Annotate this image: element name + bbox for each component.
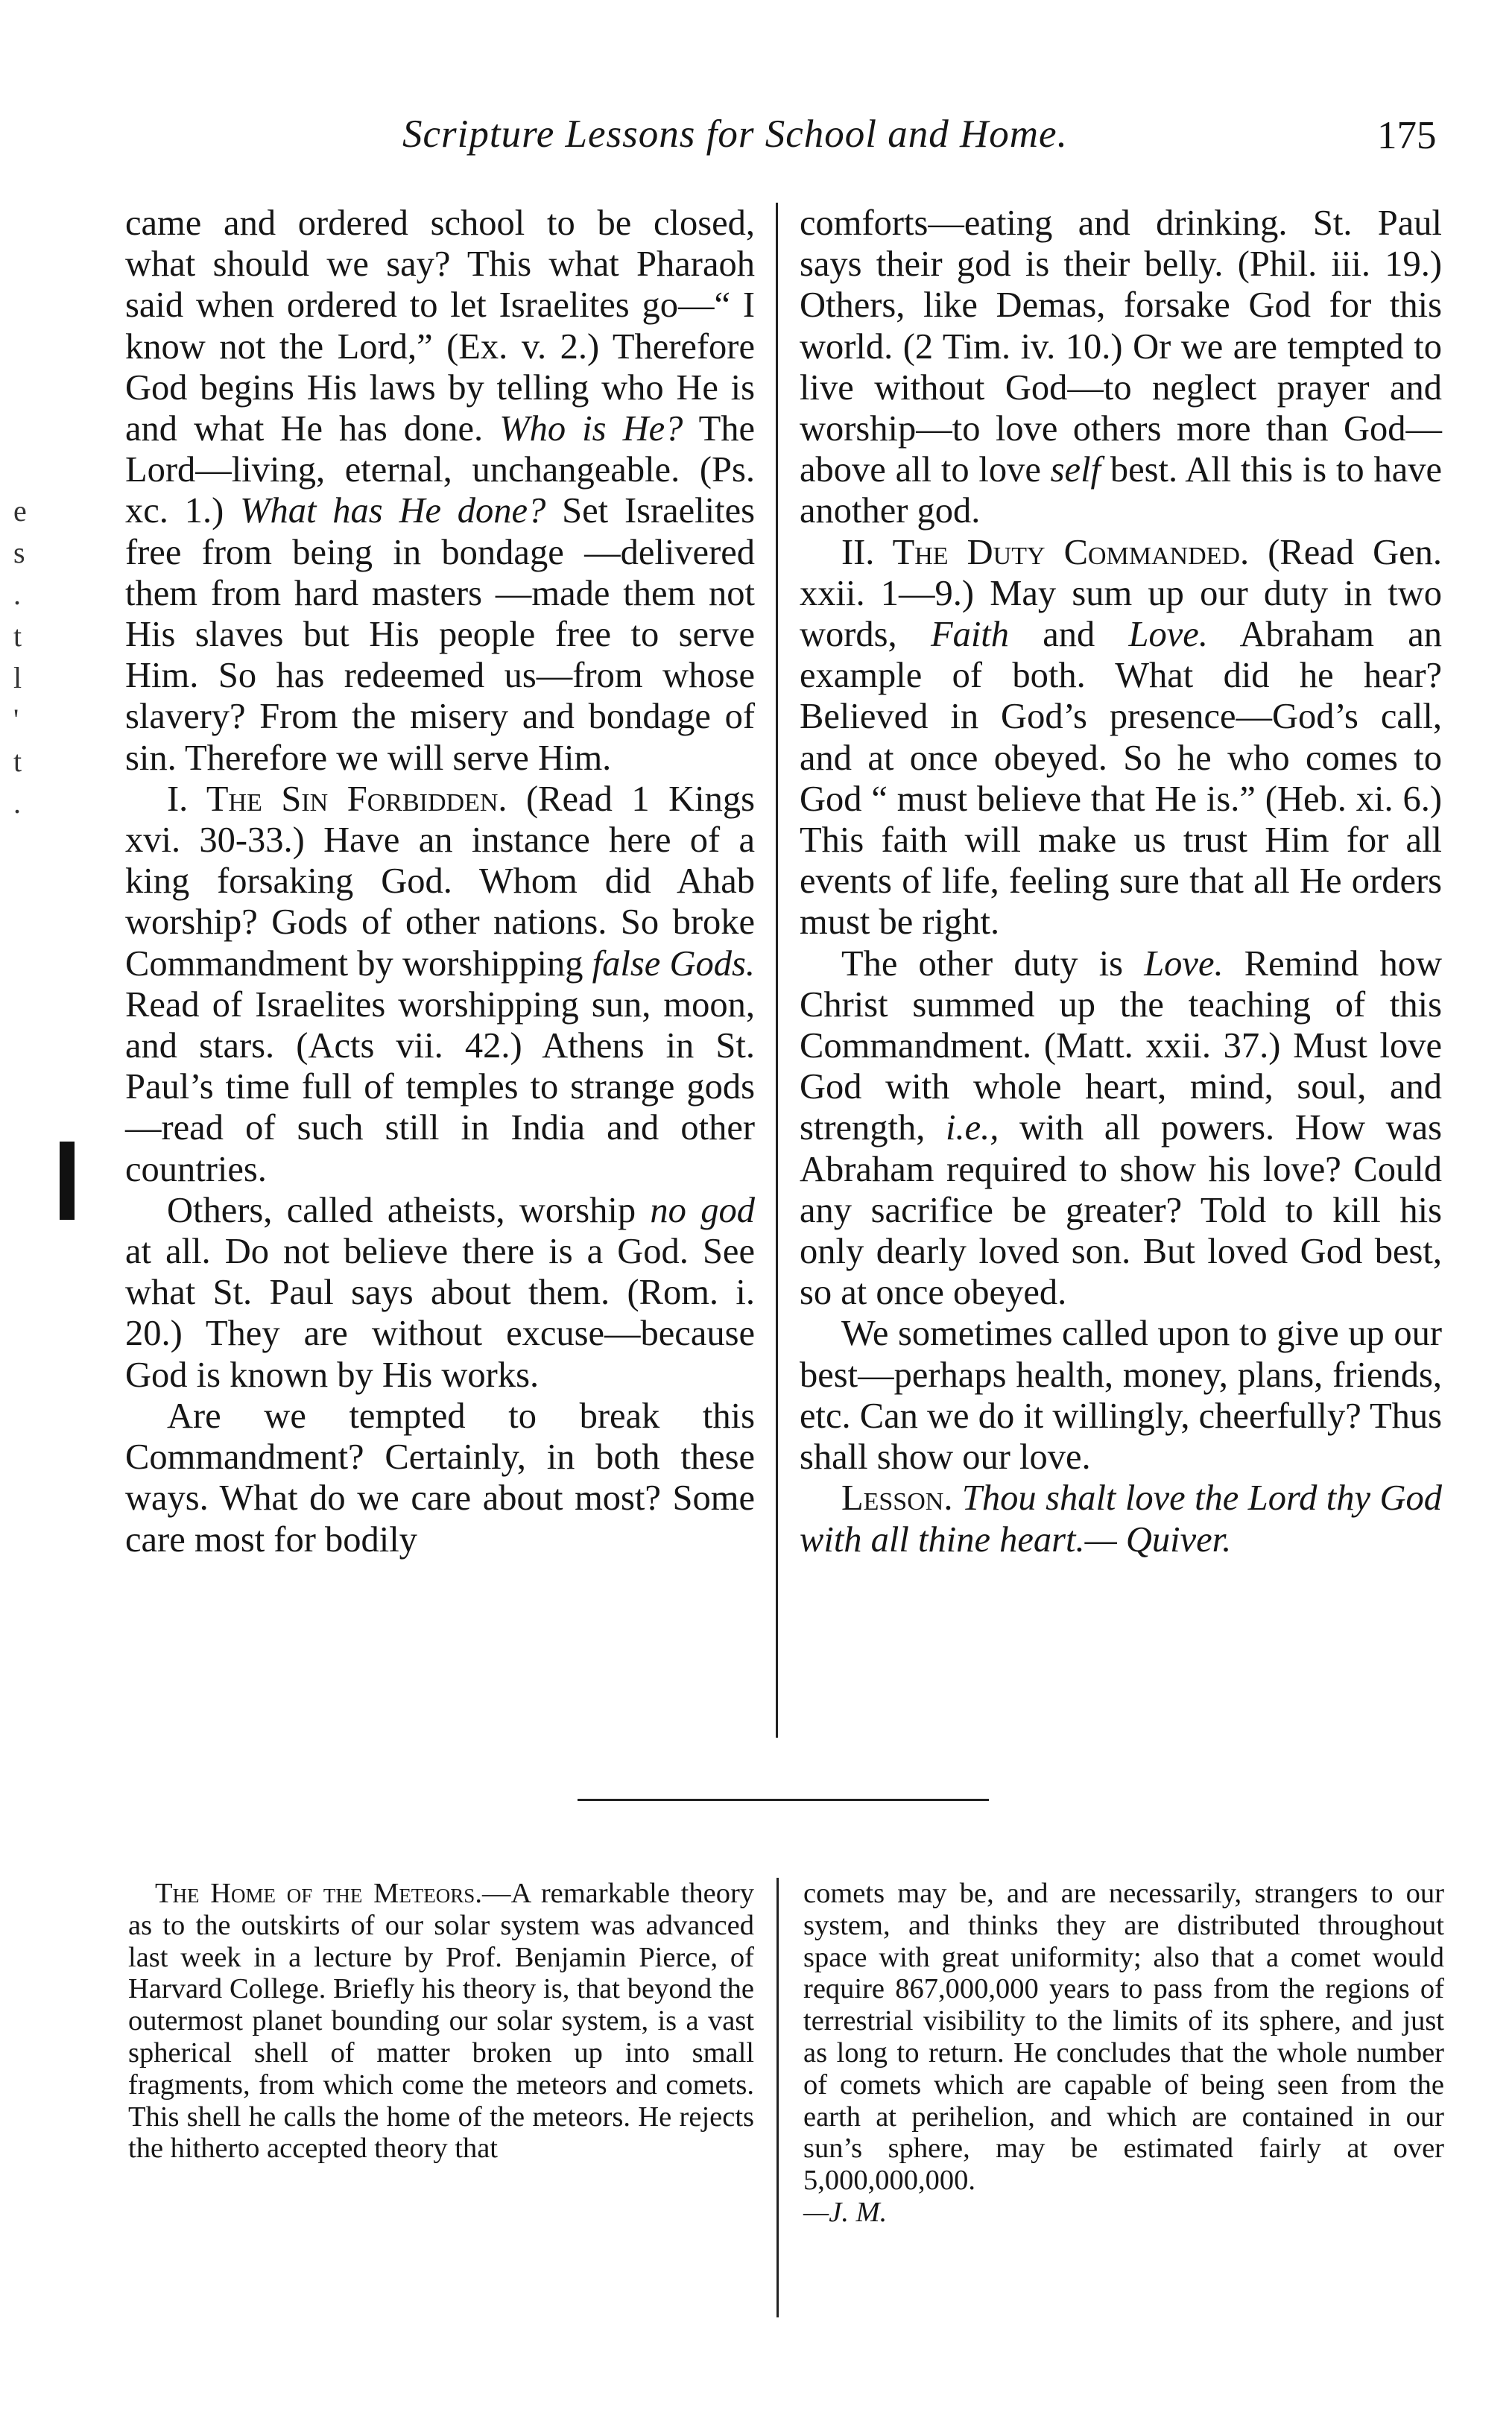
italic-question: What has He done? [240, 491, 546, 531]
text: —A remarkable theory as to the outskirts of our solar system was advanced last week in a lecture by Prof. Benjamin Pierce, of Harvard College. Briefly his theory is, that beyond the outermost planet bounding our solar system, is a vast spherical shell of matter broken up into small fragments, from which come the meteors and comets. This shell he calls the home of the meteors. He rejects the hitherto accepted theory that [128, 1878, 755, 2165]
margin-mark: e [13, 494, 27, 528]
text: with all powers. How was Abraham required to show his love? Could any sacrifice be greater? Told to kill his only dearly loved son. But loved God best, so at once obeyed. [800, 1108, 1443, 1313]
news-left-column [128, 1878, 754, 2165]
text: comets may be, and are necessarily, strangers to our system, and thinks they are distributed throughout space with great uniformity; also that a comet would require 867,000,000 years to pass from the regions of terrestrial visibility to the limits of its sphere, and just as long to return. He concludes that the whole number of comets which are capable of being seen from the earth at perihelion, and which are contained in our sun’s sphere, may be estimated fairly at over 5,000,000,000. [803, 1878, 1444, 2197]
margin-mark: . [13, 786, 21, 820]
news-right-column [803, 1878, 1444, 2229]
text: (Read Gen. xxii. 1—9.) May sum up our duty in two words, [800, 532, 1442, 655]
italic-text: Love. [1144, 943, 1224, 984]
paragraph [800, 943, 1442, 1314]
lesson-label: Lesson. [841, 1478, 953, 1519]
page-number: 175 [1377, 114, 1437, 157]
text: and [1043, 615, 1095, 655]
section-divider [578, 1799, 989, 1801]
text: best. All this is to have another god. [800, 450, 1443, 531]
right-column [800, 203, 1442, 1560]
italic-text: Love. [1128, 615, 1208, 655]
italic-text: no god [650, 1190, 756, 1230]
text: The other duty is [841, 943, 1124, 984]
column-rule [776, 1878, 779, 2317]
page-header [0, 112, 1512, 179]
italic-text: self [1050, 450, 1101, 490]
text: at all. Do not believe there is a God. See what St. Paul says about them. (Rom. i. 20.) They are without excuse—because God is known by His works. [125, 1232, 755, 1395]
italic-text: Faith [930, 615, 1010, 655]
text: came and ordered school to be closed, what should we say? This what Pharaoh said when ordered to let Israelites go—“ I know not the Lord,” (Ex. v. 2.) Therefore God begins His laws by telling who He is and what He has done. [125, 203, 755, 449]
section-heading: I. The Sin Forbidden. [167, 779, 507, 819]
margin-bar [60, 1142, 75, 1220]
running-title: Scripture Lessons for School and Home. [402, 113, 1068, 156]
text: The Lord—living, eternal, unchangeable. (Ps. xc. 1.) [125, 409, 755, 531]
news-paragraph [128, 1878, 754, 2165]
margin-mark: l [13, 661, 22, 694]
paragraph [125, 1190, 755, 1396]
italic-text: false Gods. [592, 943, 755, 984]
margin-mark: . [13, 577, 21, 611]
margin-marks [13, 490, 43, 824]
italic-text: i.e., [946, 1108, 999, 1148]
news-heading: The Home of the Meteors. [155, 1878, 482, 1909]
paragraph [125, 779, 755, 1190]
news-paragraph [803, 1878, 1444, 2229]
paragraph [800, 203, 1442, 532]
text: Set Israelites free from being in bondage —delivered them from hard masters —made them not His slaves but His people free to serve Him. So has redeemed us—from whose slavery? From the misery and bondage of sin. Therefore we will serve Him. [125, 491, 755, 778]
text: Read of Israelites worshipping sun, moon, and stars. (Acts vii. 42.) Athens in St. Paul’s time full of temples to strange gods—read of such still in India and other countries. [125, 984, 755, 1189]
signature: —J. M. [803, 2196, 888, 2228]
text: Others, called atheists, worship [167, 1190, 636, 1230]
lesson-paragraph [800, 1478, 1442, 1560]
margin-mark: ' [13, 703, 19, 736]
text: (Read 1 Kings xvi. 30-33.) Have an instance here of a king forsaking God. Whom did Ahab worship? Gods of other nations. So broke Commandment by worshipping [125, 779, 755, 984]
italic-question: Who is He? [499, 409, 683, 449]
paragraph: We sometimes called upon to give up our best—perhaps health, money, plans, friends, etc. Can we do it willingly, cheerfully? Thus shall show our love. [800, 1314, 1443, 1478]
section-heading: II. The Duty Commanded. [841, 532, 1250, 572]
margin-mark: s [13, 536, 25, 569]
paragraph: Are we tempted to break this Commandment? Certainly, in both these ways. What do we care about most? Some care most for bodily [125, 1396, 755, 1560]
left-column [125, 203, 755, 1560]
lesson-text: Thou shalt love the Lord thy God with all thine heart.— Quiver. [800, 1478, 1442, 1560]
column-rule [776, 203, 778, 1738]
text: Remind how Christ summed up the teaching of this Commandment. (Matt. xxii. 37.) Must love God with whole heart, mind, soul, and strength, [800, 943, 1442, 1148]
margin-mark: t [13, 744, 22, 778]
paragraph [800, 532, 1442, 943]
margin-mark: t [13, 619, 22, 653]
text: Abraham an example of both. What did he hear? Believed in God’s presence—God’s call, and at once obeyed. So he who comes to God “ must believe that He is.” (Heb. xi. 6.) This faith will make us trust Him for all events of life, feeling sure that all He orders must be right. [800, 615, 1443, 943]
paragraph [125, 203, 755, 779]
text: comforts—eating and drinking. St. Paul says their god is their belly. (Phil. iii. 19.) Others, like Demas, forsake God for this world. (2 Tim. iv. 10.) Or we are tempted to live without God—to neglect prayer and worship—to love others more than God—above all to love [800, 203, 1442, 490]
